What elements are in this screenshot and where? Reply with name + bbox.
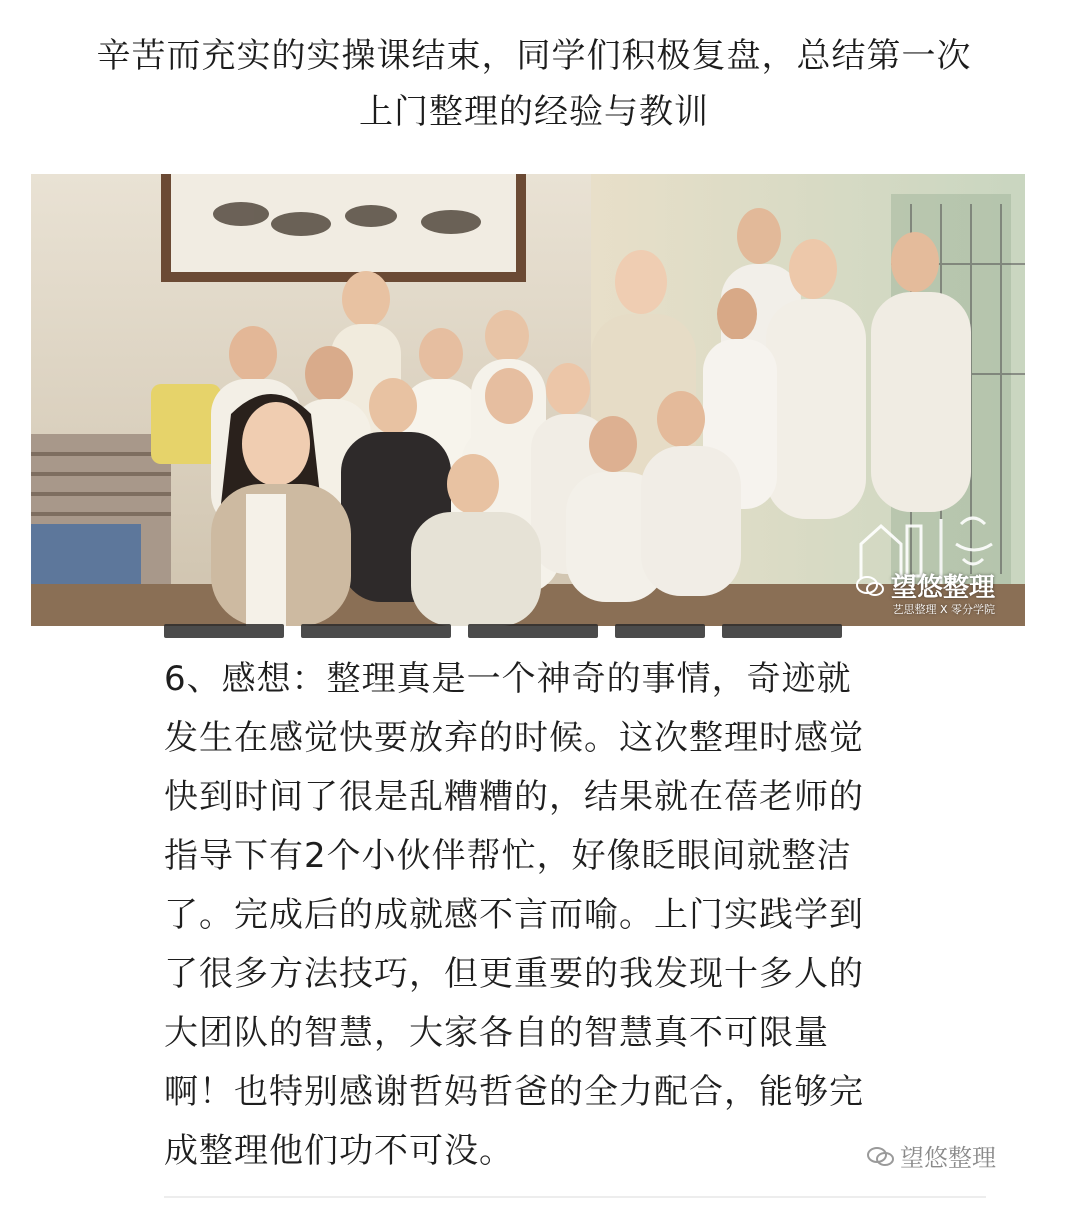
headline xyxy=(20,28,1048,140)
reflection-paragraph xyxy=(164,650,974,1181)
headline-line-2: 上门整理的经验与教训 xyxy=(359,92,709,132)
cropped-text-line xyxy=(164,622,924,638)
paragraph-line: 了。完成后的成就感不言而喻。上门实践学到 xyxy=(164,895,864,935)
paragraph-line: 指导下有2个小伙伴帮忙，好像眨眼间就整洁 xyxy=(164,836,852,876)
headline-line-1: 辛苦而充实的实操课结束，同学们积极复盘，总结第一次 xyxy=(96,36,972,76)
photo-watermark-sub: 艺思整理 X 零分学院 xyxy=(892,603,995,616)
wechat-icon xyxy=(866,1145,896,1167)
divider xyxy=(164,1196,986,1198)
paragraph-line: 成整理他们功不可没。 xyxy=(164,1131,514,1171)
group-photo xyxy=(31,174,1025,626)
footer-watermark xyxy=(866,1138,996,1173)
paragraph-line: 发生在感觉快要放弃的时候。这次整理时感觉 xyxy=(164,718,864,758)
paragraph-line: 啊！也特别感谢哲妈哲爸的全力配合，能够完 xyxy=(164,1072,864,1112)
paragraph-line: 了很多方法技巧，但更重要的我发现十多人的 xyxy=(164,954,864,994)
footer-watermark-label: 望悠整理 xyxy=(900,1144,996,1172)
paragraph-line: 大团队的智慧，大家各自的智慧真不可限量 xyxy=(164,1013,829,1053)
wechat-icon xyxy=(855,574,885,598)
paragraph-line: 6、感想：整理真是一个神奇的事情，奇迹就 xyxy=(164,659,852,699)
paragraph-line: 快到时间了很是乱糟糟的，结果就在蓓老师的 xyxy=(164,777,864,817)
photo-watermark-label: 望悠整理 xyxy=(890,573,995,603)
photo-watermark xyxy=(855,567,995,616)
group-photo-illustration xyxy=(31,174,1025,626)
